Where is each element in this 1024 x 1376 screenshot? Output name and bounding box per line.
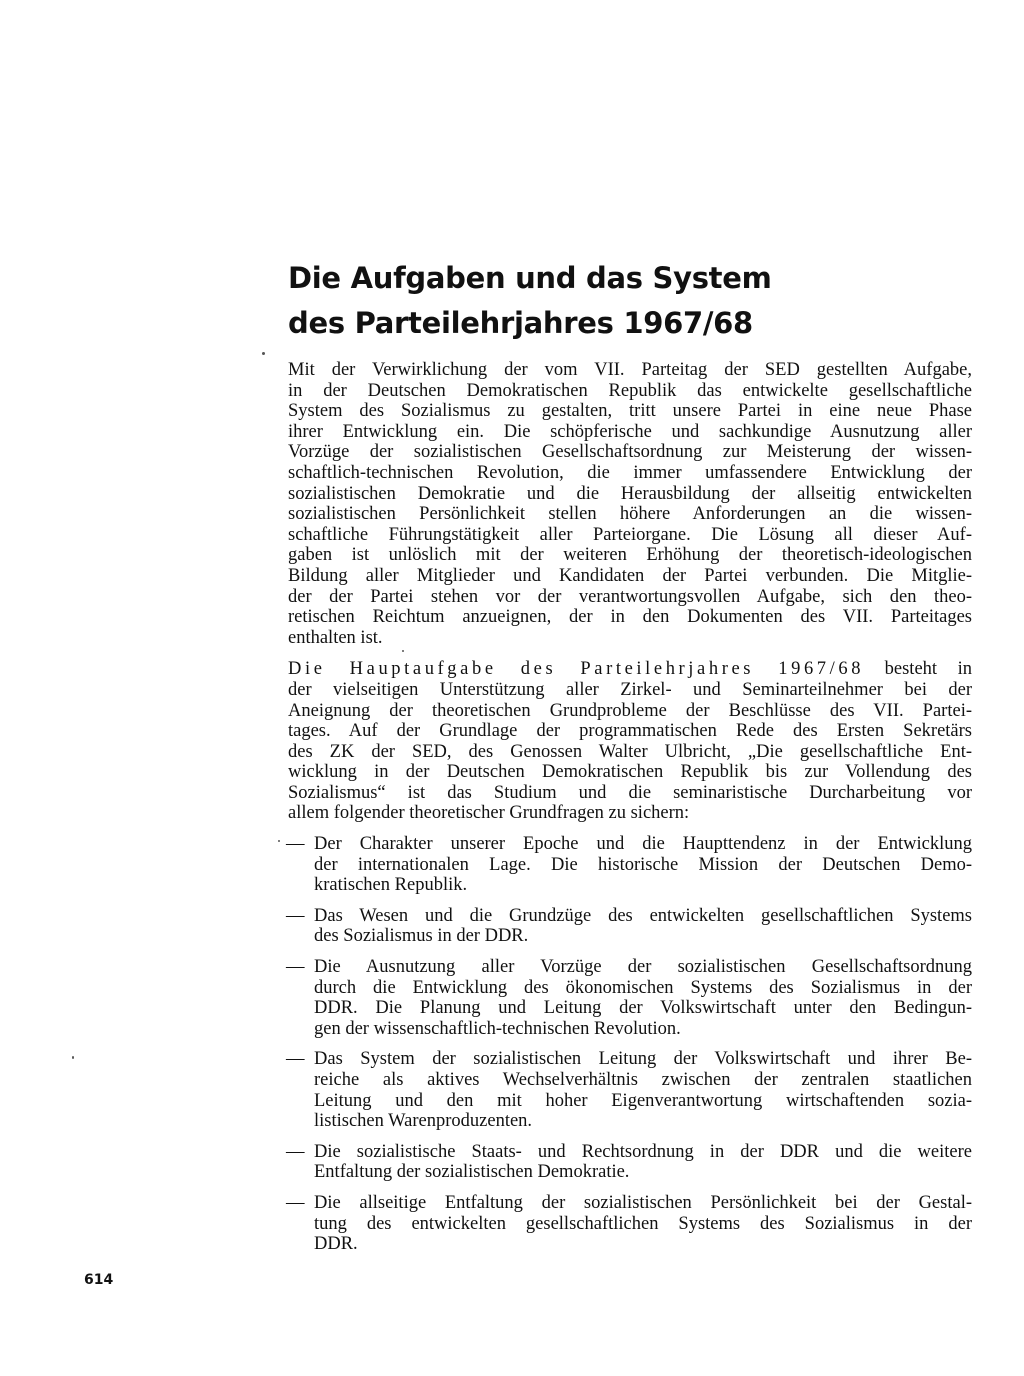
title-line-1: Die Aufgaben und das System	[288, 261, 772, 295]
dash-bullet: —	[286, 1049, 305, 1070]
text-line: DDR.	[314, 1234, 358, 1255]
text-line: gen der wissenschaftlich-technischen Revolution.	[314, 1018, 681, 1039]
text-line: der vielseitigen Unterstützung aller Zirkel- und Seminarteilnehmer bei der	[288, 679, 972, 700]
text-line: DDR. Die Planung und Leitung der Volkswirtschaft unter den Bedingun-	[314, 998, 972, 1019]
scan-speck	[72, 1056, 74, 1059]
text-line: Die sozialistische Staats- und Rechtsordnung in der DDR und die weitere	[314, 1141, 972, 1162]
text-line: Die Ausnutzung aller Vorzüge der sozialistischen Gesellschaftsordnung	[314, 957, 972, 978]
text-line: Entfaltung der sozialistischen Demokratie.	[314, 1162, 630, 1183]
text-line: der der Partei stehen vor der verantwortungsvollen Aufgabe, sich den theo-	[288, 586, 972, 607]
text-line: schaftliche Führungstätigkeit aller Parteiorgane. Die Lösung all dieser Auf-	[288, 524, 972, 545]
scan-speck	[402, 650, 404, 652]
text-line: gaben ist unlöslich mit der weiteren Erhöhung der theoretisch-ideologischen	[288, 545, 972, 566]
intro-paragraph	[288, 360, 972, 648]
list-item	[286, 906, 972, 947]
text-line: Die allseitige Entfaltung der sozialistischen Persönlichkeit bei der Gestal-	[314, 1192, 972, 1213]
list-item	[286, 834, 972, 896]
text-line: reiche als aktives Wechselverhältnis zwischen der zentralen staatlichen	[314, 1070, 972, 1090]
main-task-paragraph	[288, 659, 972, 824]
text-line: allem folgender theoretischer Grundfragen zu sichern:	[288, 803, 690, 824]
page-number: 614	[84, 1272, 114, 1288]
text-line: retischen Reichtum anzueignen, der in den Dokumenten des VII. Parteitages	[288, 607, 972, 628]
title-line-2: des Parteilehrjahres 1967/68	[288, 306, 753, 340]
page-title	[288, 256, 888, 346]
text-line: der internationalen Lage. Die historische Mission der Deutschen Demo-	[314, 854, 972, 875]
text-line: des ZK der SED, des Genossen Walter Ulbricht, „Die gesellschaftliche Ent-	[288, 741, 972, 762]
text-line	[288, 659, 972, 680]
dash-bullet: —	[286, 834, 305, 855]
topic-list	[286, 834, 972, 1255]
list-item	[286, 1142, 972, 1183]
text-line: wicklung in der Deutschen Demokratischen Republik bis zur Vollendung des	[288, 762, 972, 783]
dash-bullet: —	[286, 957, 305, 978]
text-line: kratischen Republik.	[314, 875, 468, 896]
text-line: System des Sozialismus zu gestalten, tritt unsere Partei in eine neue Phase	[288, 401, 972, 422]
main-task-lead: Die Hauptaufgabe des Parteilehrjahres 1967/68	[288, 659, 865, 680]
text-line: Aneignung der theoretischen Grundprobleme der Beschlüsse des VII. Partei-	[288, 700, 972, 721]
text-line: schaftlich-technischen Revolution, die immer umfassendere Entwicklung der	[288, 462, 972, 483]
text-line: Das System der sozialistischen Leitung der Volkswirtschaft und ihrer Be-	[314, 1049, 972, 1070]
text-line: Der Charakter unserer Epoche und die Haupttendenz in der Entwicklung	[314, 834, 972, 855]
dash-bullet: —	[286, 1141, 305, 1162]
text-line: tages. Auf der Grundlage der programmatischen Rede des Ersten Sekretärs	[288, 721, 972, 742]
list-item	[286, 957, 972, 1039]
text-line: des Sozialismus in der DDR.	[314, 926, 529, 947]
list-item	[286, 1049, 972, 1131]
text-line: Vorzüge der sozialistischen Gesellschaftsordnung zur Meisterung der wissen-	[288, 442, 972, 463]
text-line: Das Wesen und die Grundzüge des entwickelten gesellschaftlichen Systems	[314, 905, 972, 926]
body-text	[288, 360, 972, 1265]
text-line: durch die Entwicklung des ökonomischen Systems des Sozialismus in der	[314, 977, 972, 998]
text-line: listischen Warenproduzenten.	[314, 1111, 533, 1132]
scan-speck	[278, 840, 280, 842]
text-line: tung des entwickelten gesellschaftlichen Systems des Sozialismus in der	[314, 1213, 972, 1234]
text-line: Bildung aller Mitglieder und Kandidaten der Partei verbunden. Die Mitglie-	[288, 565, 972, 586]
text-line: ihrer Entwicklung ein. Die schöpferische und sachkundige Ausnutzung aller	[288, 421, 972, 442]
dash-bullet: —	[286, 1192, 305, 1213]
scan-speck	[262, 352, 265, 355]
text-line: Mit der Verwirklichung der vom VII. Parteitag der SED gestellten Aufgabe,	[288, 360, 972, 380]
list-item	[286, 1193, 972, 1255]
text-line: sozialistischen Demokratie und die Herausbildung der allseitig entwickelten	[288, 483, 972, 504]
text-line: in der Deutschen Demokratischen Republik das entwickelte gesellschaftliche	[288, 380, 972, 401]
text-line: Leitung und den mit hoher Eigenverantwortung wirtschaftenden sozia-	[314, 1090, 972, 1111]
text-line: sozialistischen Persönlichkeit stellen höhere Anforderungen an die wissen-	[288, 504, 972, 525]
text-line: enthalten ist.	[288, 627, 383, 648]
main-task-lead-rest: besteht in	[864, 659, 972, 680]
text-line: Sozialismus“ ist das Studium und die seminaristische Durcharbeitung vor	[288, 782, 972, 803]
dash-bullet: —	[286, 905, 305, 926]
